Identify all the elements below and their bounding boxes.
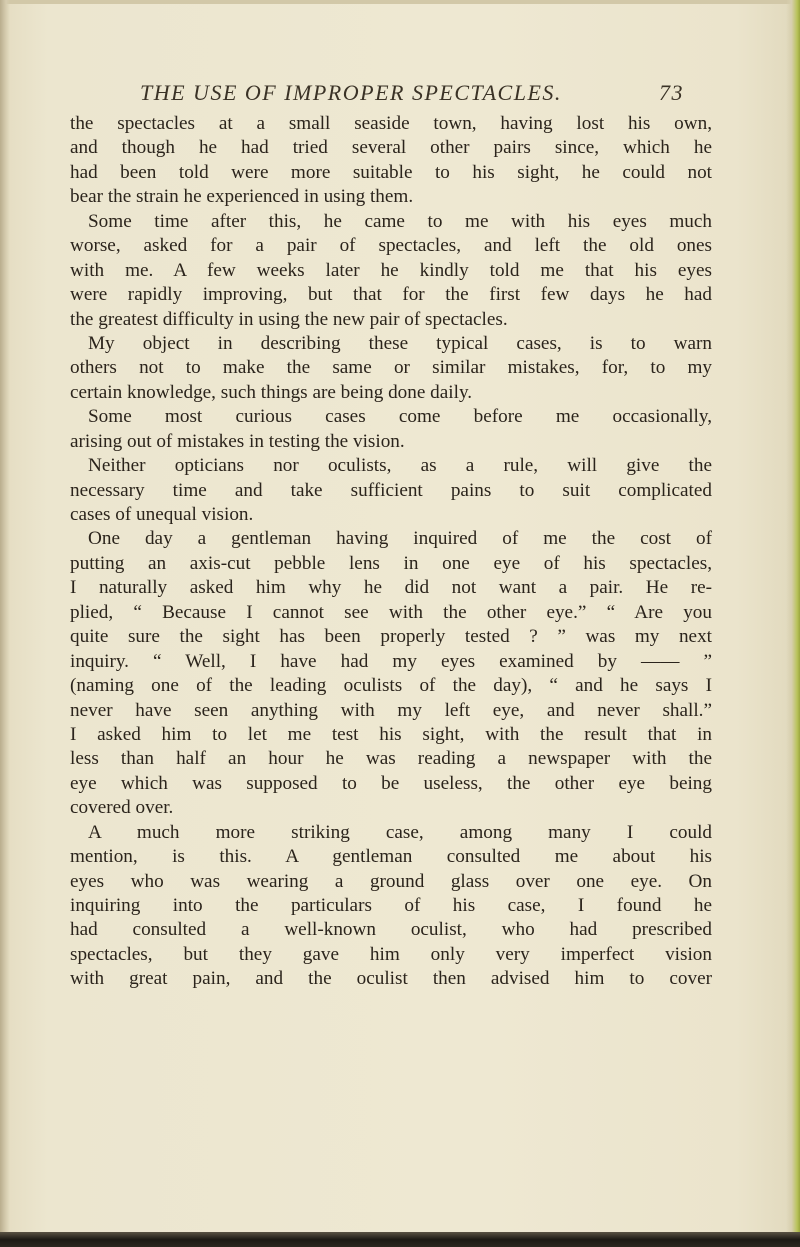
text-line: inquiry. “ Well, I have had my eyes examined by —— ” [70,650,712,672]
text-line: My object in describing these typical cases, is to warn [88,332,712,354]
text-line: eye which was supposed to be useless, the other eye being [70,772,712,794]
text-line: and though he had tried several other pairs since, which he [70,137,712,159]
text-line: (naming one of the leading oculists of the day), “ and he says I [70,675,712,697]
text-line: others not to make the same or similar mistakes, for, to my [70,357,712,379]
text-line: were rapidly improving, but that for the first few days he had [70,284,712,306]
text-line: had been told were more suitable to his sight, he could not [70,161,712,183]
page-bottom-edge [0,1232,800,1247]
text-line: cases of unequal vision. [70,504,254,525]
text-line: quite sure the sight has been properly tested ? ” was my next [70,626,712,648]
text-line: with me. A few weeks later he kindly told me that his eyes [70,259,712,281]
running-head [140,80,700,110]
text-line: I asked him to let me test his sight, with the result that in [70,723,712,745]
text-line: Some most curious cases come before me occasionally, [88,406,712,428]
text-line: the spectacles at a small seaside town, having lost his own, [70,113,712,134]
text-line: I naturally asked him why he did not want a pair. He re- [70,577,712,599]
text-line: less than half an hour he was reading a newspaper with the [70,748,712,770]
text-line: putting an axis-cut pebble lens in one eye of his spectacles, [70,552,712,574]
text-line: inquiring into the particulars of his case, I found he [70,895,712,916]
text-line: A much more striking case, among many I could [88,821,712,843]
text-line: with great pain, and the oculist then advised him to cover [70,968,712,990]
text-line: Neither opticians nor oculists, as a rule, will give the [88,455,712,477]
text-line: plied, “ Because I cannot see with the other eye.” “ Are you [70,601,712,623]
text-line: spectacles, but they gave him only very imperfect vision [70,943,712,965]
text-line: covered over. [70,797,174,819]
text-line: necessary time and take sufficient pains to suit complicated [70,479,712,501]
text-line: mention, is this. A gentleman consulted me about his [70,846,712,868]
text-line: One day a gentleman having inquired of me the cost of [88,528,712,550]
running-head-title: THE USE OF IMPROPER SPECTACLES. [140,80,562,105]
text-line: bear the strain he experienced in using them. [70,186,414,208]
page-number: 73 [659,80,684,105]
text-line: had consulted a well-known oculist, who had prescribed [70,919,712,941]
text-line: Some time after this, he came to me with his eyes much [88,210,712,232]
text-line: never have seen anything with my left eye, and never shall.” [70,699,712,721]
text-line: eyes who was wearing a ground glass over one eye. On [70,870,712,892]
page-top-edge [0,0,800,4]
body-text [70,112,712,992]
page-right-edge [786,0,800,1247]
page-left-shadow [0,0,10,1247]
text-line: the greatest difficulty in using the new pair of spectacles. [70,308,508,330]
text-line: arising out of mistakes in testing the vision. [70,430,405,452]
text-line: certain knowledge, such things are being done daily. [70,381,473,403]
text-line: worse, asked for a pair of spectacles, and left the old ones [70,235,712,257]
